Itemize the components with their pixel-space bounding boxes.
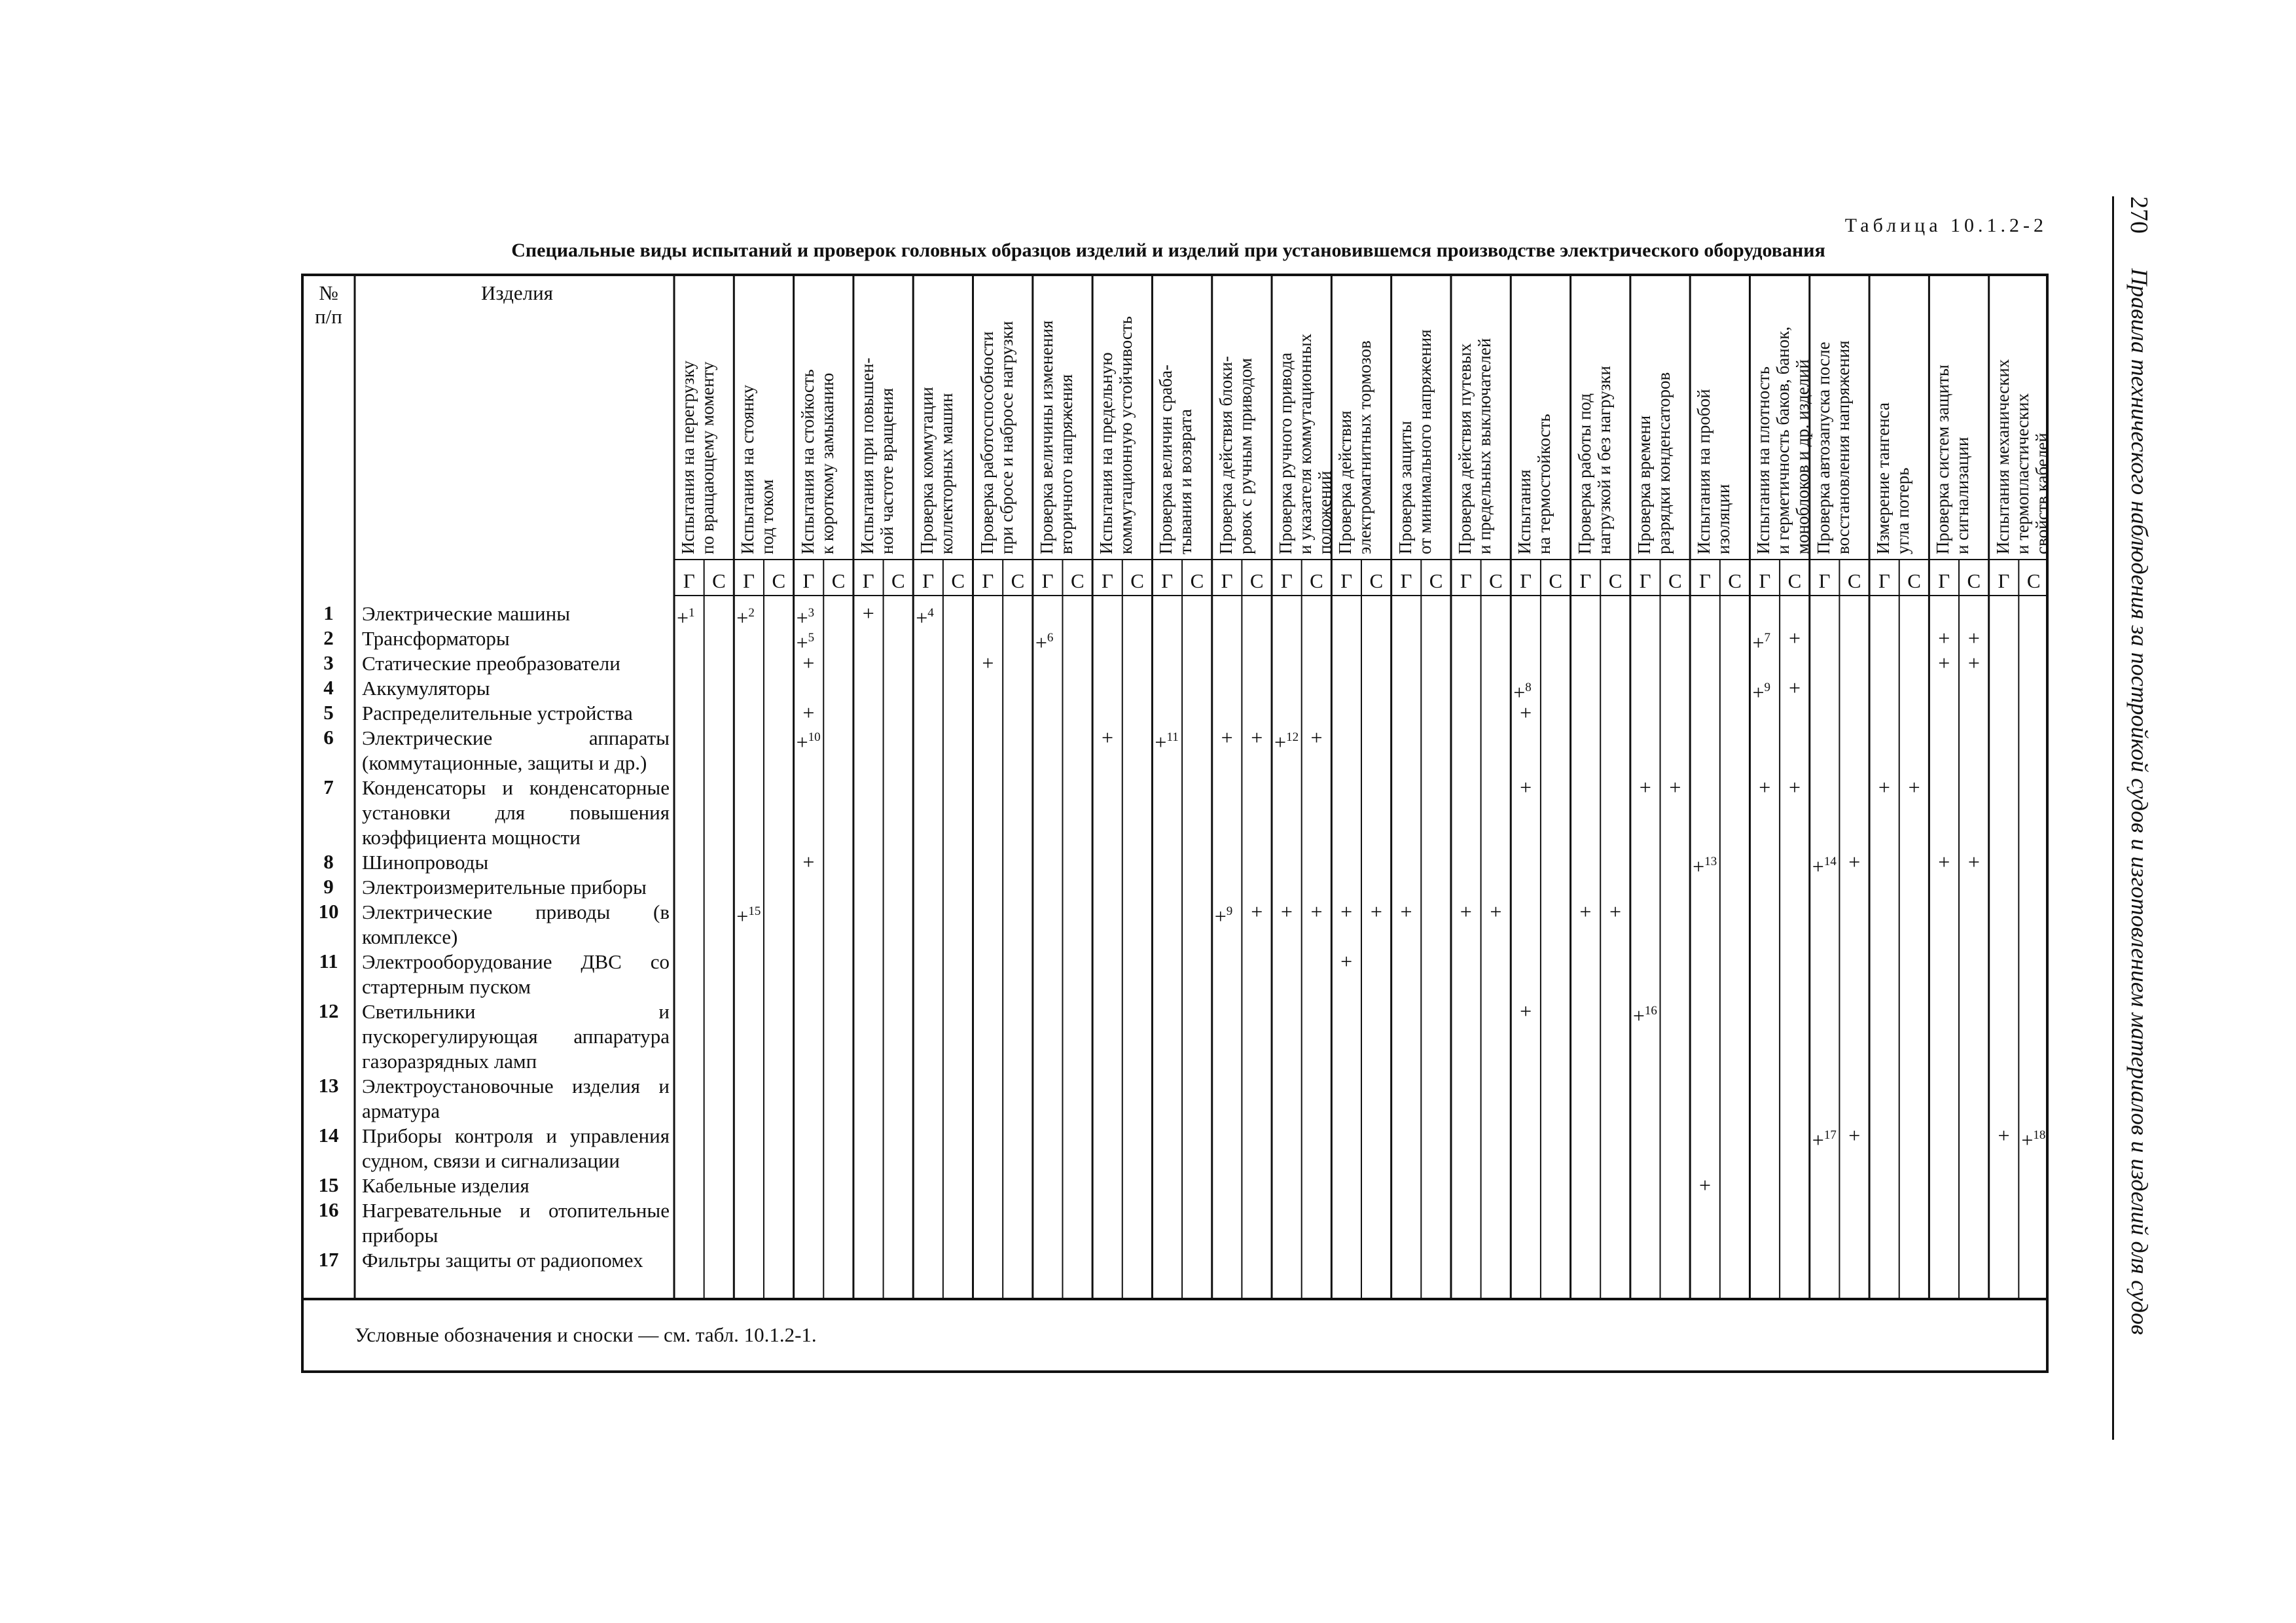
subheader-g: Г — [1759, 569, 1771, 592]
row-item-name: Кабельные изделия — [362, 1174, 529, 1197]
subheader-s: С — [1070, 569, 1085, 592]
table-mark: + — [1938, 651, 1950, 675]
table-label: Таблица 10.1.2-2 — [1844, 215, 2047, 236]
table-mark: +$^3$ — [796, 606, 815, 630]
table-mark: + — [1908, 776, 1920, 799]
subheader-s: С — [1847, 569, 1861, 592]
test-header: Испытания на плотность и герметичность баков, банок, моноблоков и др. изделий — [1753, 326, 1813, 554]
test-header: Проверка действия блоки- ровок с ручным приводом — [1215, 356, 1255, 554]
table-mark: + — [1251, 900, 1263, 923]
test-header: Испытания на стоянку под током — [738, 385, 778, 554]
subheader-s: С — [1130, 569, 1144, 592]
test-header: Проверка величин сраба- тывания и возврата — [1156, 365, 1196, 554]
table-caption: Специальные виды испытаний и проверок головных образцов изделий и изделий при установившемся производстве электрического оборудования — [511, 240, 1825, 261]
footnote-ref: 5 — [808, 631, 815, 645]
test-header: Испытания на предельную коммутационную устойчивость — [1096, 316, 1136, 554]
table-mark: + — [1310, 726, 1323, 749]
row-number: 12 — [318, 999, 339, 1022]
table-mark: +$^4$ — [916, 606, 934, 630]
row-item-name: Фильтры защиты от радиопомех — [362, 1249, 643, 1272]
subheader-g: Г — [1101, 569, 1113, 592]
subheader-g: Г — [1041, 569, 1054, 592]
footnote-ref: 15 — [748, 904, 761, 918]
test-header: Испытания при повышен- ной частоте вращения — [857, 357, 897, 554]
table-mark: + — [1520, 999, 1532, 1023]
table-mark: + — [1669, 776, 1681, 799]
header-items: Изделия — [481, 281, 553, 304]
test-header: Проверка действия электромагнитных тормозов — [1335, 340, 1375, 554]
row-item-name: Светильники и пускорегулирующая аппаратура газоразрядных ламп — [362, 1000, 670, 1073]
subheader-g: Г — [1221, 569, 1233, 592]
footnote-ref: 1 — [689, 606, 695, 620]
table-mark: + — [1788, 776, 1801, 799]
table-mark: + — [1490, 900, 1502, 923]
table-mark: + — [1221, 726, 1233, 749]
subheader-s: С — [2026, 569, 2041, 592]
table-mark: + — [1699, 1173, 1712, 1197]
footnote-ref: 10 — [808, 730, 821, 744]
test-header: Проверка защиты от минимального напряжения — [1395, 329, 1435, 554]
subheader-g: Г — [1400, 569, 1412, 592]
page-number: 270 — [2125, 196, 2153, 234]
footnote-ref: 3 — [808, 606, 815, 620]
test-header: Испытания на термостойкость — [1515, 414, 1554, 554]
row-number: 8 — [323, 850, 334, 873]
table-mark: +$^{11}$ — [1155, 730, 1179, 754]
subheader-s: С — [712, 569, 726, 592]
table-mark: + — [1579, 900, 1592, 923]
subheader-g: Г — [922, 569, 934, 592]
header-number: № п/п — [315, 281, 342, 328]
row-item-name: Статические преобразователи — [362, 652, 620, 675]
subheader-g: Г — [1460, 569, 1472, 592]
row-item-name: Распределительные устройства — [362, 702, 633, 724]
table-mark: + — [1310, 900, 1323, 923]
table-mark: + — [1938, 626, 1950, 650]
test-header: Проверка действия путевых и предельных выключателей — [1454, 338, 1494, 554]
subheader-g: Г — [683, 569, 695, 592]
subheader-g: Г — [1340, 569, 1353, 592]
footnote-ref: 4 — [927, 606, 934, 620]
test-header: Проверка времени разрядки конденсаторов — [1634, 372, 1674, 554]
row-item-name: Электрические приводы (в комплексе) — [362, 901, 670, 948]
test-header: Проверка величины изменения вторичного напряжения — [1036, 320, 1076, 554]
subheader-g: Г — [1938, 569, 1950, 592]
footnote-ref: 6 — [1047, 631, 1054, 645]
subheader-s: С — [1549, 569, 1563, 592]
test-header: Проверка систем защиты и сигнализации — [1933, 365, 1973, 554]
table-mark: + — [1340, 950, 1353, 973]
test-header: Испытания на стойкость к короткому замыканию — [797, 369, 837, 554]
table-mark: +$^8$ — [1513, 681, 1532, 704]
footnote-ref: 7 — [1764, 631, 1771, 645]
subheader-s: С — [1907, 569, 1921, 592]
table-mark: +$^{15}$ — [736, 904, 761, 928]
footnote-ref: 9 — [1226, 904, 1233, 918]
table-mark: +$^9$ — [1214, 904, 1233, 928]
table-mark: + — [1788, 626, 1801, 650]
table-mark: + — [1938, 850, 1950, 874]
row-number: 9 — [323, 875, 334, 898]
subheader-g: Г — [862, 569, 874, 592]
table-mark: + — [1340, 900, 1353, 923]
table-mark: + — [1967, 850, 1980, 874]
subheader-s: С — [1011, 569, 1025, 592]
table-mark: +$^2$ — [736, 606, 755, 630]
running-head: Правила технического наблюдения за постройкой судов и изготовлением материалов и изделий для судов — [2126, 268, 2153, 1335]
row-number: 6 — [323, 726, 334, 749]
table-mark: +$^{10}$ — [796, 730, 821, 754]
footnote-ref: 17 — [1823, 1128, 1837, 1142]
table-mark: + — [1101, 726, 1113, 749]
table-mark: + — [1370, 900, 1382, 923]
table-mark: +$^{13}$ — [1693, 855, 1717, 878]
row-item-name: Аккумуляторы — [362, 677, 490, 700]
subheader-s: С — [1190, 569, 1204, 592]
table-mark: + — [1759, 776, 1771, 799]
subheader-s: С — [1608, 569, 1623, 592]
table-mark: + — [802, 850, 815, 874]
subheader-s: С — [1728, 569, 1742, 592]
table-mark: + — [862, 601, 874, 625]
test-header: Испытания механических и термопластических свойств кабелей — [1992, 359, 2052, 554]
table-mark: + — [1400, 900, 1412, 923]
row-item-name: Электрические машины — [362, 602, 571, 625]
test-header: Измерение тангенса угла потерь — [1873, 402, 1913, 554]
footnote-ref: 14 — [1823, 855, 1837, 868]
table-mark: +$^6$ — [1035, 631, 1054, 654]
subheader-g: Г — [1161, 569, 1174, 592]
row-number: 17 — [318, 1248, 339, 1271]
table-mark: +$^{16}$ — [1632, 1004, 1657, 1027]
subheader-s: С — [1369, 569, 1384, 592]
row-item-name: Электроизмерительные приборы — [362, 876, 647, 899]
table-mark: + — [1280, 900, 1293, 923]
subheader-g: Г — [1998, 569, 2010, 592]
test-header: Проверка автозапуска после восстановления напряжения — [1813, 340, 1853, 554]
table-mark: + — [1639, 776, 1651, 799]
row-number: 1 — [323, 601, 334, 624]
footnote-ref: 18 — [2033, 1128, 2046, 1142]
subheader-s: С — [1489, 569, 1503, 592]
row-number: 14 — [318, 1124, 339, 1147]
row-item-name: Трансформаторы — [362, 627, 510, 650]
subheader-g: Г — [1579, 569, 1592, 592]
table-mark: + — [1848, 1124, 1861, 1147]
subheader-g: Г — [743, 569, 755, 592]
subheader-g: Г — [1699, 569, 1711, 592]
table-mark: + — [1460, 900, 1472, 923]
table-mark: + — [1609, 900, 1622, 923]
test-header: Испытания на пробой изоляции — [1694, 389, 1734, 554]
subheader-s: С — [1310, 569, 1323, 592]
table-mark: + — [1878, 776, 1890, 799]
table-mark: +$^{12}$ — [1274, 730, 1299, 754]
table-mark: +$^{17}$ — [1812, 1128, 1837, 1152]
row-number: 3 — [323, 651, 334, 674]
row-item-name: Электрооборудование ДВС со стартерным пуском — [362, 950, 670, 998]
test-header: Проверка коммутации коллекторных машин — [917, 387, 957, 554]
row-number: 5 — [323, 701, 334, 724]
table-mark: + — [982, 651, 994, 675]
subheader-g: Г — [1520, 569, 1532, 592]
table-mark: +$^{14}$ — [1812, 855, 1837, 878]
footnote-ref: 13 — [1704, 855, 1717, 868]
row-number: 4 — [323, 676, 334, 699]
row-item-name: Шинопроводы — [362, 851, 489, 874]
subheader-g: Г — [1639, 569, 1651, 592]
subheader-s: С — [1668, 569, 1682, 592]
subheader-s: С — [1429, 569, 1443, 592]
subheader-s: С — [772, 569, 786, 592]
footnote: Условные обозначения и сноски — см. табл. 10.1.2-1. — [355, 1323, 817, 1346]
row-number: 13 — [318, 1074, 339, 1097]
table-mark: +$^5$ — [796, 631, 815, 654]
table-mark: +$^{18}$ — [2021, 1128, 2046, 1152]
test-header: Проверка работы под нагрузкой и без нагрузки — [1574, 366, 1614, 554]
subheader-s: С — [951, 569, 965, 592]
subheader-g: Г — [1818, 569, 1831, 592]
table-mark: + — [1520, 701, 1532, 724]
row-number: 15 — [318, 1173, 339, 1196]
test-header: Проверка работоспособности при сбросе и набросе нагрузки — [977, 321, 1016, 554]
subheader-s: С — [831, 569, 846, 592]
footnote-ref: 2 — [748, 606, 755, 620]
row-number: 2 — [323, 626, 334, 649]
row-item-name: Приборы контроля и управления судном, связи и сигнализации — [362, 1124, 670, 1172]
subheader-s: С — [891, 569, 905, 592]
subheader-g: Г — [982, 569, 994, 592]
table-mark: + — [1520, 776, 1532, 799]
footnote-ref: 9 — [1764, 681, 1771, 694]
table-mark: + — [1848, 850, 1861, 874]
table-mark: + — [1251, 726, 1263, 749]
row-item-name: Электрические аппараты (коммутационные, защиты и др.) — [362, 726, 670, 774]
table-mark: + — [1998, 1124, 2010, 1147]
table-mark: +$^9$ — [1752, 681, 1771, 704]
table-mark: +$^1$ — [677, 606, 695, 630]
subheader-s: С — [1249, 569, 1264, 592]
subheader-g: Г — [1878, 569, 1890, 592]
row-number: 11 — [319, 950, 338, 972]
row-number: 10 — [318, 900, 339, 923]
subheader-s: С — [1967, 569, 1981, 592]
row-item-name: Нагревательные и отопительные приборы — [362, 1199, 670, 1247]
table-mark: +$^7$ — [1752, 631, 1771, 654]
table-mark: + — [1967, 651, 1980, 675]
footnote-ref: 12 — [1286, 730, 1299, 744]
test-header: Проверка ручного привода и указателя коммутационных положений — [1276, 333, 1335, 554]
subheader-s: С — [1787, 569, 1802, 592]
subheader-g: Г — [1280, 569, 1293, 592]
row-number: 7 — [323, 776, 334, 798]
table-mark: + — [802, 651, 815, 675]
table-mark: + — [1967, 626, 1980, 650]
footnote-ref: 11 — [1166, 730, 1179, 744]
table-mark: + — [802, 701, 815, 724]
subheader-g: Г — [802, 569, 815, 592]
row-number: 16 — [318, 1198, 339, 1221]
row-item-name: Конденсаторы и конденсаторные установки для повышения коэффициента мощности — [362, 776, 670, 849]
footnote-ref: 16 — [1644, 1004, 1657, 1018]
table-mark: + — [1788, 676, 1801, 700]
footnote-ref: 8 — [1525, 681, 1532, 694]
row-item-name: Электроустановочные изделия и арматура — [362, 1075, 670, 1122]
test-header: Испытания на перегрузку по вращающему моменту — [678, 361, 717, 554]
